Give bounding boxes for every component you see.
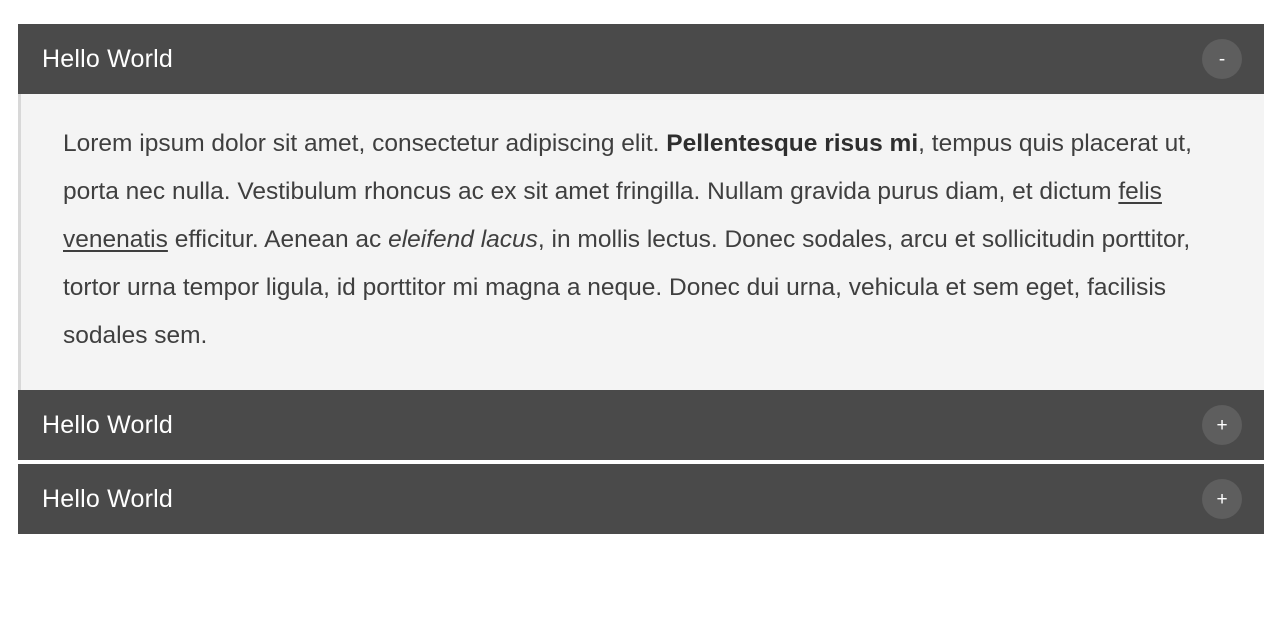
accordion-title-2: Hello World <box>42 410 173 439</box>
body-italic-segment-1: eleifend lacus <box>388 226 538 254</box>
minus-icon[interactable]: - <box>1202 39 1242 79</box>
accordion-header-3[interactable] <box>18 464 1264 534</box>
accordion <box>18 24 1264 534</box>
accordion-body-text-1 <box>63 120 1222 360</box>
accordion-panel-3 <box>18 464 1264 534</box>
accordion-title-3: Hello World <box>42 484 173 513</box>
accordion-panel-2 <box>18 390 1264 460</box>
body-bold-segment-1: Pellentesque risus mi <box>666 130 919 157</box>
plus-icon[interactable]: + <box>1202 479 1242 519</box>
body-text-segment-4: , in mollis lectus. Donec sodales, arcu et sollicitudin porttitor, tortor urna tempor ligula, id porttitor mi magna a neque. Donec dui urna, vehicula et sem eget, facilisis sodales sem. <box>63 226 1191 350</box>
body-underline-segment-1: felis venenatis <box>63 178 1162 254</box>
plus-icon[interactable]: + <box>1202 405 1242 445</box>
body-text-segment-1: Lorem ipsum dolor sit amet, consectetur adipiscing elit. <box>63 130 667 157</box>
accordion-body-1 <box>18 94 1264 390</box>
body-text-segment-2: , tempus quis placerat ut, porta nec nulla. Vestibulum rhoncus ac ex sit amet fringilla. Nullam gravida purus diam, et dictum <box>63 130 1192 206</box>
accordion-header-1[interactable] <box>18 24 1264 94</box>
accordion-header-2[interactable] <box>18 390 1264 460</box>
body-text-segment-3: efficitur. Aenean ac <box>167 226 389 254</box>
accordion-panel-1 <box>18 24 1264 390</box>
accordion-title-1: Hello World <box>42 44 173 73</box>
